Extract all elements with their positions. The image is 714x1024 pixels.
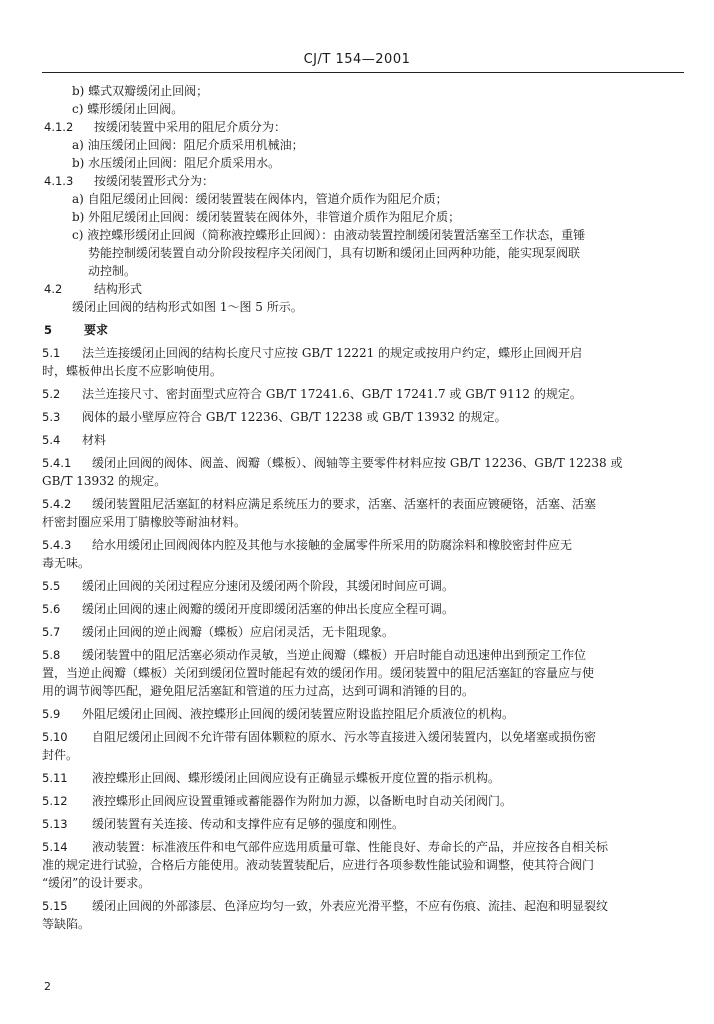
- clause-text: 缓闭止回阀的关闭过程应分速闭及缓闭两个阶段，其缓闭时间应可调。: [82, 579, 455, 593]
- clause-text: 用的调节阀等匹配，避免阻尼活塞缸和管道的压力过高，达到可调和消锤的目的。: [42, 684, 475, 698]
- clause-text: 法兰连接尺寸、密封面型式应符合 GB/T 17241.6、GB/T 17241.7 或 GB/T 9112 的规定。: [82, 387, 582, 401]
- clause-text: 材料: [82, 433, 107, 447]
- clause-5-13: [42, 815, 658, 833]
- clause-4-1-2: [42, 118, 658, 136]
- clause-text: 缓闭止回阀的外部漆层、色泽应均匀一致，外表应光滑平整，不应有伤痕、流挂、起泡和明显裂纹: [92, 899, 609, 913]
- clause-5-1: [42, 344, 658, 380]
- clause-5-8: [42, 646, 658, 700]
- standard-code-header: CJ/T 154—2001: [303, 52, 411, 67]
- header-rule: [42, 72, 684, 73]
- clause-first-line: [42, 344, 658, 362]
- list-item-b: b) 外阻尼缓闭止回阀：缓闭装置装在阀体外，非管道介质作为阻尼介质；: [72, 210, 461, 224]
- clause-5-6: [42, 600, 658, 618]
- clause-number: 5.9: [42, 707, 61, 721]
- clause-text: 缓闭装置有关连接、传动和支撑件应有足够的强度和刚性。: [92, 817, 405, 831]
- clause-number: 5.10: [42, 730, 68, 744]
- clause-4-2: [42, 280, 658, 298]
- clause-title: 结构形式: [94, 282, 143, 296]
- clause-first-line: [42, 897, 658, 915]
- clause-number: 5.8: [42, 648, 61, 662]
- clause-text: 毒无味。: [42, 556, 91, 570]
- clause-number: 5.4.2: [42, 497, 72, 511]
- clause-5-9: [42, 705, 658, 723]
- clause-text: 封件。: [42, 748, 79, 762]
- section-title: 要求: [84, 323, 109, 337]
- clause-first-line: [42, 838, 658, 856]
- clause-5-7: [42, 623, 658, 641]
- clause-5-3: [42, 408, 658, 426]
- clause-continuation-line: [42, 746, 658, 764]
- clause-first-line: [42, 431, 658, 449]
- list-item-a: a) 油压缓闭止回阀：阻尼介质采用机械油；: [72, 138, 304, 152]
- clause-text: 等缺陷。: [42, 917, 91, 931]
- requirements-list: [42, 344, 658, 933]
- clause-number: 5.2: [42, 387, 61, 401]
- clause-number: 5.12: [42, 794, 68, 808]
- clause-number: 5.5: [42, 579, 61, 593]
- clause-number: 4.1.3: [44, 174, 74, 188]
- clause-text: 缓闭止回阀的阀体、阀盖、阀瓣（蝶板）、阀轴等主要零件材料应按 GB/T 12236、GB/T 12238 或: [92, 456, 623, 470]
- clause-5-4-3: [42, 536, 658, 572]
- clause-text: 时，蝶板伸出长度不应影响使用。: [42, 364, 223, 378]
- clause-5-4-1: [42, 454, 658, 490]
- clause-continuation-line: [42, 664, 658, 682]
- clause-5-15: [42, 897, 658, 933]
- clause-text: 按缓闭装置形式分为：: [94, 174, 215, 188]
- clause-4-1-3: [42, 172, 658, 190]
- document-body: [42, 82, 658, 933]
- clause-text: 液控蝶形止回阀应设置重锤或蓄能器作为附加力源，以备断电时自动关闭阀门。: [92, 794, 513, 808]
- list-item-c: c) 蝶形缓闭止回阀。: [72, 102, 184, 116]
- clause-text: GB/T 13932 的规定。: [42, 474, 167, 488]
- clause-first-line: [42, 454, 658, 472]
- list-item-a: a) 自阻尼缓闭止回阀：缓闭装置装在阀体内，管道介质作为阻尼介质；: [72, 192, 448, 206]
- clause-text: 液动装置：标准液压件和电气部件应选用质量可靠、性能良好、寿命长的产品，并应按各自相关标: [92, 840, 609, 854]
- clause-number: 5.6: [42, 602, 61, 616]
- clause-text: 杆密封圈应采用丁腈橡胶等耐油材料。: [42, 515, 247, 529]
- list-item-c-continued: 动控制。: [88, 264, 137, 278]
- clause-continuation-line: [42, 874, 658, 892]
- clause-5-12: [42, 792, 658, 810]
- clause-first-line: [42, 728, 658, 746]
- clause-text: 自阻尼缓闭止回阀不允许带有固体颗粒的原水、污水等直接进入缓闭装置内，以免堵塞或损伤密: [92, 730, 597, 744]
- clause-5-11: [42, 769, 658, 787]
- clause-number: 5.1: [42, 346, 61, 360]
- clause-number: 5.7: [42, 625, 61, 639]
- clause-5-4-2: [42, 495, 658, 531]
- clause-text: 外阻尼缓闭止回阀、液控蝶形止回阀的缓闭装置应附设监控阻尼介质液位的机构。: [82, 707, 515, 721]
- clause-continuation-line: [42, 362, 658, 380]
- clause-first-line: [42, 623, 658, 641]
- clause-continuation-line: [42, 682, 658, 700]
- clause-5-10: [42, 728, 658, 764]
- clause-first-line: [42, 577, 658, 595]
- clause-first-line: [42, 769, 658, 787]
- clause-continuation-line: [42, 554, 658, 572]
- list-item-c: c) 液控蝶形缓闭止回阀（简称液控蝶形止回阀）：由液动装置控制缓闭装置活塞至工作状态，重锤: [72, 228, 586, 242]
- clause-first-line: [42, 705, 658, 723]
- clause-5-2: [42, 385, 658, 403]
- clause-text: 给水用缓闭止回阀阀体内腔及其他与水接触的金属零件所采用的防腐涂料和橡胶密封件应无: [92, 538, 573, 552]
- clause-number: 4.1.2: [44, 120, 74, 134]
- clause-text: 缓闭装置中的阻尼活塞必须动作灵敏，当逆止阀瓣（蝶板）开启时能自动迅速伸出到预定工作位: [82, 648, 587, 662]
- list-item-c-continued: 势能控制缓闭装置自动分阶段按程序关闭阀门，具有切断和缓闭止回两种功能，能实现泵阀联: [88, 246, 581, 260]
- clause-4-2-text: 缓闭止回阀的结构形式如图 1～图 5 所示。: [72, 300, 303, 314]
- section-5-heading: [42, 321, 658, 339]
- clause-text: “缓闭”的设计要求。: [42, 876, 151, 890]
- clause-first-line: [42, 792, 658, 810]
- clause-first-line: [42, 385, 658, 403]
- clause-continuation-line: [42, 856, 658, 874]
- clause-number: 5.4.1: [42, 456, 72, 470]
- clause-text: 按缓闭装置中采用的阻尼介质分为：: [94, 120, 287, 134]
- clause-5-14: [42, 838, 658, 892]
- clause-number: 5.11: [42, 771, 68, 785]
- clause-number: 5.15: [42, 899, 68, 913]
- clause-text: 法兰连接缓闭止回阀的结构长度尺寸应按 GB/T 12221 的规定或按用户约定，蝶形止回阀开启: [82, 346, 583, 360]
- clause-continuation-line: [42, 513, 658, 531]
- clause-5-4: [42, 431, 658, 449]
- clause-continuation-line: [42, 915, 658, 933]
- list-item-b: b) 水压缓闭止回阀：阻尼介质采用水。: [72, 156, 281, 170]
- clause-continuation-line: [42, 472, 658, 490]
- clause-first-line: [42, 536, 658, 554]
- clause-number: 5.4: [42, 433, 61, 447]
- clause-first-line: [42, 495, 658, 513]
- section-number: 5: [44, 323, 53, 337]
- list-item-b: b) 蝶式双瓣缓闭止回阀；: [72, 84, 209, 98]
- clause-text: 阀体的最小壁厚应符合 GB/T 12236、GB/T 12238 或 GB/T 13932 的规定。: [82, 410, 507, 424]
- clause-text: 缓闭装置阻尼活塞缸的材料应满足系统压力的要求，活塞、活塞杆的表面应镀硬铬，活塞、活塞: [92, 497, 597, 511]
- clause-number: 5.3: [42, 410, 61, 424]
- clause-number: 5.13: [42, 817, 68, 831]
- clause-text: 准的规定进行试验，合格后方能使用。液动装置装配后，应进行各项参数性能试验和调整，使其符合阀门: [42, 858, 595, 872]
- clause-first-line: [42, 600, 658, 618]
- clause-number: 5.14: [42, 840, 68, 854]
- clause-first-line: [42, 646, 658, 664]
- clause-text: 液控蝶形止回阀、蝶形缓闭止回阀应设有正确显示蝶板开度位置的指示机构。: [92, 771, 501, 785]
- clause-number: 5.4.3: [42, 538, 72, 552]
- clause-text: 缓闭止回阀的逆止阀瓣（蝶板）应启闭灵活，无卡阻现象。: [82, 625, 395, 639]
- clause-first-line: [42, 408, 658, 426]
- page-number: 2: [44, 980, 51, 993]
- clause-number: 4.2: [44, 282, 63, 296]
- clause-first-line: [42, 815, 658, 833]
- clause-text: 置，当逆止阀瓣（蝶板）关闭到缓闭位置时能起有效的缓闭作用。缓闭装置中的阻尼活塞缸的容量应与使: [42, 666, 595, 680]
- clause-text: 缓闭止回阀的速止阀瓣的缓闭开度即缓闭活塞的伸出长度应全程可调。: [82, 602, 455, 616]
- clause-5-5: [42, 577, 658, 595]
